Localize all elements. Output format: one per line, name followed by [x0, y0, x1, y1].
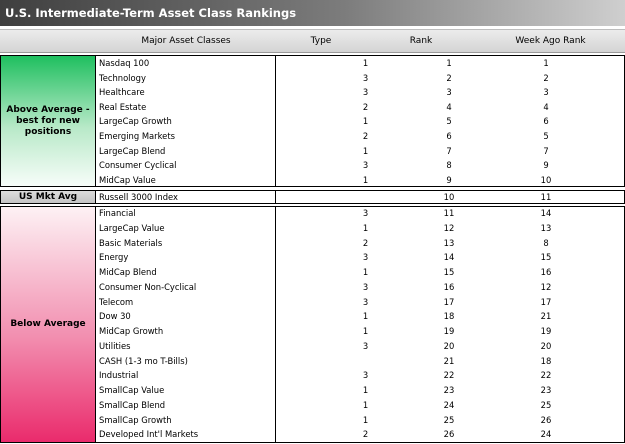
asset-class-name: MidCap Growth [99, 326, 164, 336]
week-ago-rank-value: 22 [540, 370, 552, 381]
week-ago-rank-value: 18 [540, 355, 552, 366]
week-ago-rank-value: 19 [540, 326, 552, 336]
table-row [96, 158, 625, 173]
week-ago-rank-value: 4 [543, 101, 549, 112]
asset-class-name: SmallCap Growth [99, 414, 172, 425]
week-ago-rank-value: 7 [543, 145, 549, 156]
table-row [96, 413, 625, 428]
week-ago-rank-value: 2 [543, 72, 549, 83]
table-row [96, 173, 625, 188]
week-ago-rank-value: 1 [543, 58, 549, 68]
rank-value: 25 [443, 414, 455, 425]
type-value: 3 [362, 281, 369, 292]
asset-class-name: CASH (1-3 mo T-Bills) [99, 355, 188, 366]
rank-value: 19 [443, 326, 455, 336]
type-value: 1 [362, 311, 369, 322]
asset-class-name: Dow 30 [99, 311, 131, 322]
rank-value: 6 [446, 131, 452, 141]
asset-class-name: Telecom [99, 296, 134, 307]
group-label-below-average: Below Average [0, 206, 96, 443]
group-label-us-mkt-avg: US Mkt Avg [0, 190, 96, 204]
rank-value: 8 [446, 160, 452, 171]
type-value: 2 [362, 101, 369, 112]
rank-value: 22 [443, 370, 455, 381]
asset-class-name: Nasdaq 100 [99, 58, 150, 68]
table-row [96, 190, 625, 205]
week-ago-rank-value: 25 [540, 399, 552, 410]
asset-class-name: Energy [99, 252, 129, 263]
week-ago-rank-value: 8 [543, 237, 549, 248]
rank-value: 10 [443, 192, 455, 202]
rank-value: 11 [443, 208, 455, 218]
week-ago-rank-value: 6 [543, 116, 549, 127]
asset-class-name: LargeCap Value [99, 222, 165, 233]
table-row [96, 309, 625, 324]
type-value: 2 [362, 237, 369, 248]
table-row [96, 129, 625, 144]
type-value: 1 [362, 414, 369, 425]
rank-value: 16 [443, 281, 455, 292]
type-value: 1 [362, 267, 369, 277]
week-ago-rank-value: 3 [543, 87, 549, 98]
type-value: 2 [362, 131, 369, 141]
table-row [96, 85, 625, 100]
type-value: 1 [362, 145, 369, 156]
asset-class-name: MidCap Blend [99, 267, 157, 277]
table-row [96, 339, 625, 354]
rank-value: 5 [446, 116, 452, 127]
rank-value: 15 [443, 267, 455, 277]
rank-value: 18 [443, 311, 455, 322]
type-value: 3 [362, 296, 369, 307]
week-ago-rank-value: 11 [540, 192, 552, 202]
type-value: 1 [362, 174, 369, 185]
asset-class-name: MidCap Value [99, 174, 156, 185]
type-value: 1 [362, 385, 369, 395]
week-ago-rank-value: 20 [540, 340, 552, 351]
table-row [96, 250, 625, 265]
week-ago-rank-value: 21 [540, 311, 552, 322]
asset-class-name: Real Estate [99, 101, 147, 112]
type-value: 1 [362, 116, 369, 127]
table-row [96, 324, 625, 339]
rank-value: 20 [443, 340, 455, 351]
type-value: 3 [362, 87, 369, 98]
week-ago-rank-value: 26 [540, 414, 552, 425]
asset-class-name: Emerging Markets [99, 131, 175, 141]
table-row [96, 71, 625, 86]
rank-value: 12 [443, 222, 455, 233]
table-row [96, 383, 625, 398]
rank-value: 14 [443, 252, 455, 263]
type-value: 1 [362, 399, 369, 410]
group-label-above-average: Above Average - best for new positions [0, 55, 96, 187]
header-rank: Rank [409, 36, 433, 46]
asset-class-name: SmallCap Value [99, 385, 165, 395]
week-ago-rank-value: 16 [540, 267, 552, 277]
asset-class-name: Basic Materials [99, 237, 163, 248]
rank-value: 4 [446, 101, 452, 112]
asset-class-name: SmallCap Blend [99, 399, 166, 410]
asset-class-name: Financial [99, 208, 136, 218]
table-row [96, 236, 625, 251]
header-type: Type [310, 36, 332, 46]
rank-value: 7 [446, 145, 452, 156]
type-value: 3 [362, 370, 369, 381]
week-ago-rank-value: 24 [540, 429, 552, 440]
asset-class-name: Healthcare [99, 87, 145, 98]
asset-class-name: Consumer Non-Cyclical [99, 281, 197, 292]
week-ago-rank-value: 23 [540, 385, 552, 395]
header-major-asset-classes: Major Asset Classes [141, 36, 231, 46]
rank-value: 21 [443, 355, 455, 366]
table-row [96, 114, 625, 129]
week-ago-rank-value: 17 [540, 296, 552, 307]
rank-value: 9 [446, 174, 452, 185]
table-row [96, 206, 625, 221]
week-ago-rank-value: 13 [540, 222, 552, 233]
table-header [0, 29, 625, 53]
type-value: 3 [362, 340, 369, 351]
asset-class-name: Developed Int'l Markets [99, 429, 199, 440]
table-row [96, 354, 625, 369]
type-value: 1 [362, 326, 369, 336]
table-row [96, 100, 625, 115]
table-row [96, 427, 625, 442]
type-value: 3 [362, 160, 369, 171]
week-ago-rank-value: 5 [543, 131, 549, 141]
table-row [96, 368, 625, 383]
type-value: 1 [362, 222, 369, 233]
rank-value: 3 [446, 87, 452, 98]
asset-class-name: Technology [99, 72, 146, 83]
week-ago-rank-value: 9 [543, 160, 549, 171]
table-row [96, 265, 625, 280]
table-row [96, 398, 625, 413]
week-ago-rank-value: 15 [540, 252, 552, 263]
type-value: 3 [362, 72, 369, 83]
asset-class-name: Industrial [99, 370, 139, 381]
asset-class-name: Consumer Cyclical [99, 160, 177, 171]
rank-value: 1 [446, 58, 452, 68]
week-ago-rank-value: 14 [540, 208, 552, 218]
rank-value: 24 [443, 399, 455, 410]
rank-value: 23 [443, 385, 455, 395]
table-row [96, 221, 625, 236]
table-row [96, 144, 625, 159]
table-row [96, 295, 625, 310]
rank-value: 26 [443, 429, 455, 440]
rank-value: 2 [446, 72, 452, 83]
rank-value: 13 [443, 237, 455, 248]
asset-class-name: Utilities [99, 340, 131, 351]
asset-class-name: LargeCap Growth [99, 116, 172, 127]
type-value: 2 [362, 429, 369, 440]
table-row [96, 56, 625, 71]
rank-value: 17 [443, 296, 455, 307]
type-value: 3 [362, 208, 369, 218]
asset-class-name: LargeCap Blend [99, 145, 166, 156]
asset-class-name: Russell 3000 Index [99, 192, 178, 202]
type-value: 1 [362, 58, 369, 68]
type-value: 3 [362, 252, 369, 263]
week-ago-rank-value: 12 [540, 281, 552, 292]
header-week-ago-rank: Week Ago Rank [515, 36, 586, 46]
table-row [96, 280, 625, 295]
page-title: U.S. Intermediate-Term Asset Class Rankings [0, 0, 625, 26]
week-ago-rank-value: 10 [540, 174, 552, 185]
